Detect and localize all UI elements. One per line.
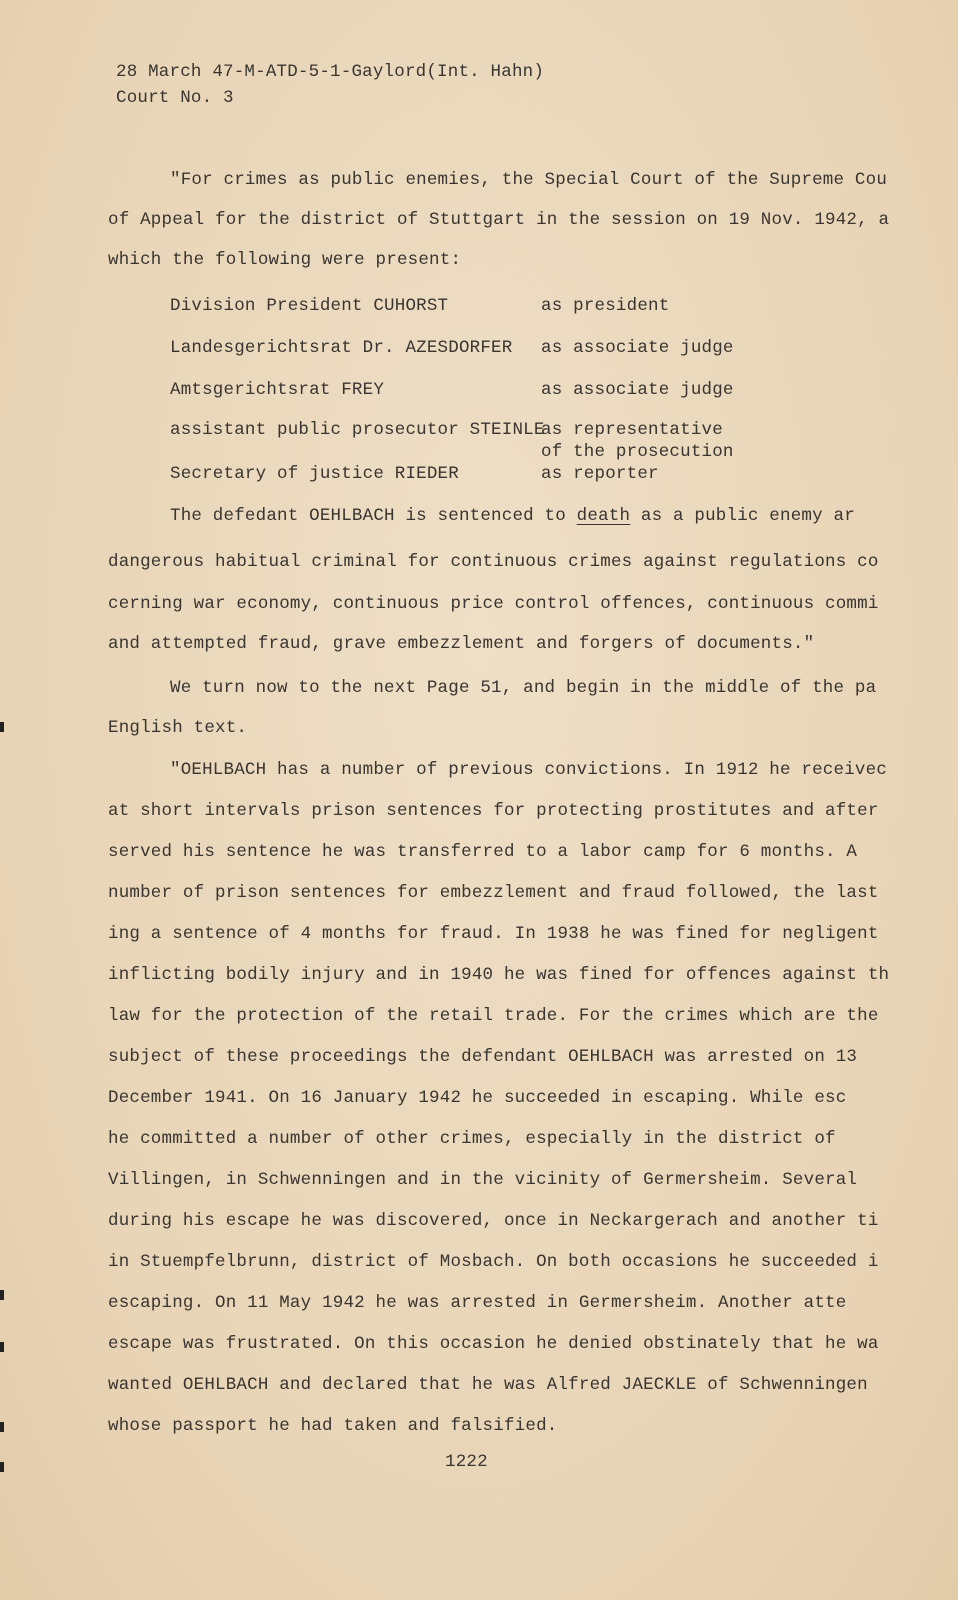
roster-name: Landesgerichtsrat Dr. AZESDORFER (170, 338, 513, 358)
transition-line-2: English text. (108, 718, 248, 738)
page-number: 1222 (445, 1452, 488, 1472)
sentence-line-4: and attempted fraud, grave embezzlement and forgers of documents." (108, 634, 815, 654)
margin-mark (0, 1422, 4, 1432)
intro-line-2: of Appeal for the district of Stuttgart in the session on 19 Nov. 1942, a (108, 210, 890, 230)
header-line-1: 28 March 47-M-ATD-5-1-Gaylord(Int. Hahn) (116, 62, 545, 82)
body-line: at short intervals prison sentences for protecting prostitutes and after (108, 801, 879, 821)
roster-role: as representative (541, 420, 723, 440)
margin-mark (0, 1290, 4, 1300)
intro-line-3: which the following were present: (108, 250, 462, 270)
body-line: during his escape he was discovered, once in Neckargerach and another ti (108, 1211, 879, 1231)
header-line-2: Court No. 3 (116, 88, 234, 108)
body-line: escaping. On 11 May 1942 he was arrested in Germersheim. Another atte (108, 1293, 847, 1313)
body-line: he committed a number of other crimes, especially in the district of (108, 1129, 836, 1149)
roster-role: as reporter (541, 464, 659, 484)
body-line: in Stuempfelbrunn, district of Mosbach. On both occasions he succeeded i (108, 1252, 879, 1272)
sentence-line-2: dangerous habitual criminal for continuous crimes against regulations co (108, 552, 879, 572)
body-line: inflicting bodily injury and in 1940 he was fined for offences against th (108, 965, 890, 985)
roster-role: as associate judge (541, 380, 734, 400)
body-line: ing a sentence of 4 months for fraud. In 1938 he was fined for negligent (108, 924, 879, 944)
sentence-emphasis: death (576, 506, 631, 526)
roster-role-continued: of the prosecution (541, 442, 734, 462)
transition-line-1: We turn now to the next Page 51, and begin in the middle of the pa (170, 678, 877, 698)
roster-name: Division President CUHORST (170, 296, 449, 316)
body-line: whose passport he had taken and falsified. (108, 1416, 558, 1436)
intro-line-1: "For crimes as public enemies, the Special Court of the Supreme Cou (170, 170, 888, 190)
sentence-line-3: cerning war economy, continuous price control offences, continuous commi (108, 594, 879, 614)
body-line: escape was frustrated. On this occasion he denied obstinately that he wa (108, 1334, 879, 1354)
body-line: "OEHLBACH has a number of previous convictions. In 1912 he receivec (170, 760, 888, 780)
roster-name: Secretary of justice RIEDER (170, 464, 459, 484)
roster-name: assistant public prosecutor STEINLE (170, 420, 545, 440)
roster-name: Amtsgerichtsrat FREY (170, 380, 385, 400)
body-line: wanted OEHLBACH and declared that he was Alfred JAECKLE of Schwenningen (108, 1375, 868, 1395)
body-line: law for the protection of the retail trade. For the crimes which are the (108, 1006, 879, 1026)
margin-mark (0, 1462, 4, 1472)
roster-role: as president (541, 296, 670, 316)
body-line: Villingen, in Schwenningen and in the vicinity of Germersheim. Several (108, 1170, 858, 1190)
margin-mark (0, 722, 4, 732)
sentence-text: as a public enemy ar (630, 506, 855, 526)
margin-mark (0, 1342, 4, 1352)
body-line: December 1941. On 16 January 1942 he succeeded in escaping. While esc (108, 1088, 847, 1108)
sentence-text: The defedant OEHLBACH is sentenced to (170, 506, 577, 526)
sentence-line-1 (170, 506, 855, 526)
body-line: subject of these proceedings the defendant OEHLBACH was arrested on 13 (108, 1047, 858, 1067)
roster-role: as associate judge (541, 338, 734, 358)
body-line: served his sentence he was transferred to a labor camp for 6 months. A (108, 842, 858, 862)
body-line: number of prison sentences for embezzlement and fraud followed, the last (108, 883, 879, 903)
